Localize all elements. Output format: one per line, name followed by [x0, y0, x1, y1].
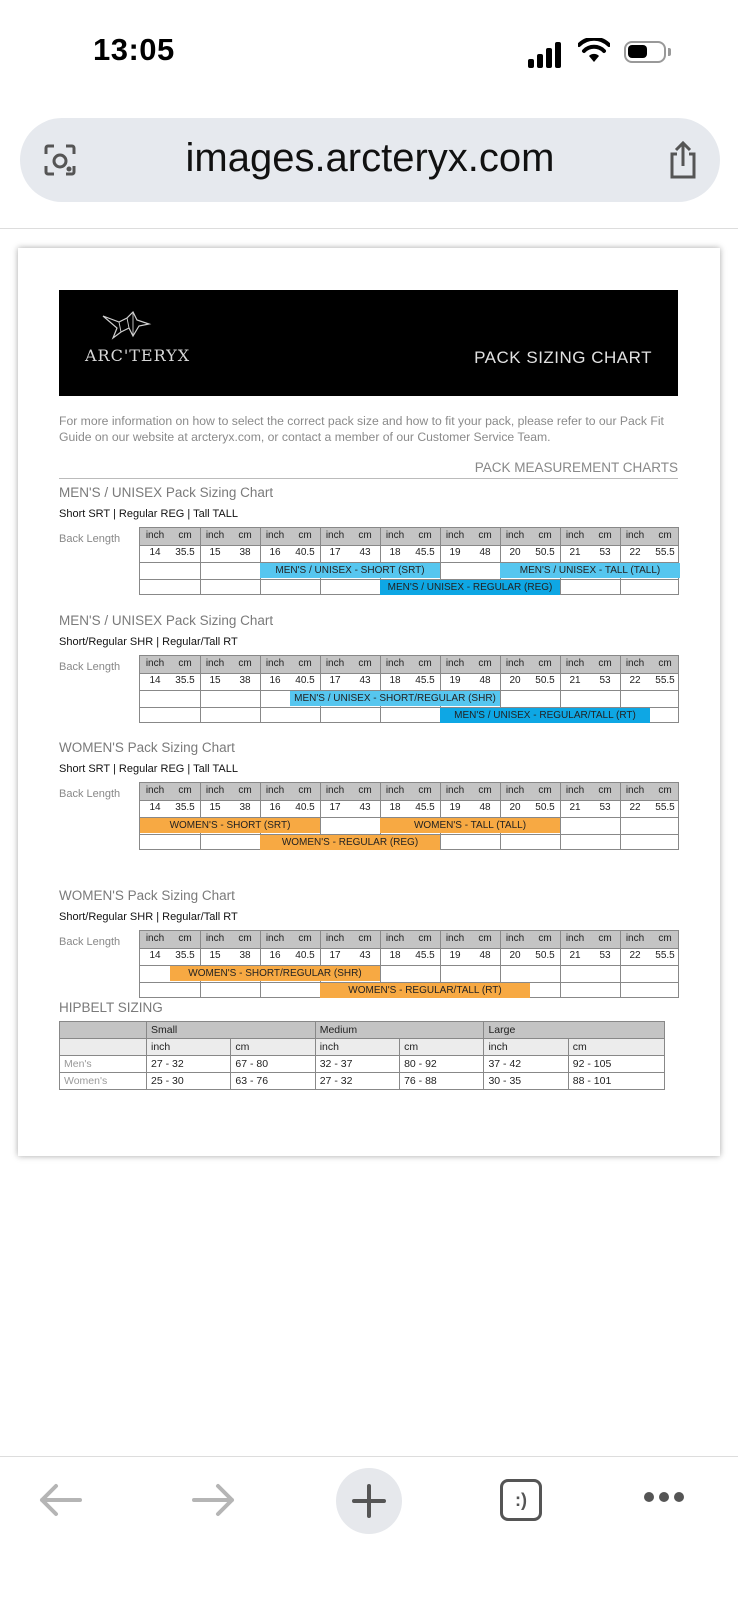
cell-cm-header: cm: [238, 933, 252, 944]
cell-inch-header: inch: [565, 933, 585, 944]
size-range-bar: MEN'S / UNISEX - REGULAR/TALL (RT): [440, 708, 650, 723]
cell-cm-header: cm: [658, 933, 672, 944]
cell-cm-value: 38: [239, 802, 251, 813]
cell-cm-value: 35.5: [175, 675, 195, 686]
cell-cm-header: cm: [658, 658, 672, 669]
cell-inch-value: 19: [449, 675, 461, 686]
row-label: Men's: [60, 1056, 147, 1073]
chart-subtitle: Short/Regular SHR | Regular/Tall RT: [59, 636, 238, 648]
cell-cm-value: 40.5: [295, 950, 315, 961]
table-cell: 76 - 88: [400, 1073, 484, 1090]
cell-cm-value: 48: [479, 802, 491, 813]
cell-cm-header: cm: [358, 530, 372, 541]
status-time: 13:05: [93, 32, 175, 67]
cell-cm-header: cm: [538, 933, 552, 944]
cell-cm-header: cm: [598, 933, 612, 944]
cell-inch-header: inch: [325, 530, 345, 541]
cell-cm-header: cm: [358, 658, 372, 669]
cell-cm-header: cm: [478, 530, 492, 541]
table-cell: [60, 1039, 147, 1056]
address-bar[interactable]: [20, 118, 720, 202]
section-heading: PACK MEASUREMENT CHARTS: [59, 460, 678, 479]
cell-inch-header: inch: [205, 785, 225, 796]
table-cell: 30 - 35: [484, 1073, 568, 1090]
cell-inch-header: inch: [565, 785, 585, 796]
cell-inch-value: 16: [269, 950, 281, 961]
cell-cm-value: 40.5: [295, 675, 315, 686]
cell-inch-value: 20: [509, 675, 521, 686]
cell-inch-value: 18: [389, 950, 401, 961]
table-cell: inch: [315, 1039, 399, 1056]
cell-inch-value: 18: [389, 547, 401, 558]
table-cell: 88 - 101: [568, 1073, 664, 1090]
cell-cm-value: 40.5: [295, 547, 315, 558]
wifi-icon: [578, 38, 610, 64]
chart-subtitle: Short SRT | Regular REG | Tall TALL: [59, 763, 238, 775]
grid-line: [140, 545, 678, 546]
cell-inch-header: inch: [625, 530, 645, 541]
cell-inch-header: inch: [625, 933, 645, 944]
intro-paragraph: For more information on how to select the correct pack size and how to fit your pack, please refer to our Pack Fit Guide on our website at arcteryx.com, or contact a member of our Customer Service Team.: [59, 414, 664, 444]
cell-inch-value: 14: [149, 950, 161, 961]
cell-inch-value: 17: [329, 547, 341, 558]
cell-inch-header: inch: [445, 530, 465, 541]
size-range-bar: WOMEN'S - TALL (TALL): [380, 818, 560, 833]
cell-inch-header: inch: [445, 785, 465, 796]
cell-cm-value: 43: [359, 802, 371, 813]
cell-cm-value: 48: [479, 547, 491, 558]
cell-cm-header: cm: [598, 658, 612, 669]
size-range-bar: MEN'S / UNISEX - REGULAR (REG): [380, 580, 560, 595]
table-cell: cm: [231, 1039, 315, 1056]
back-length-label: Back Length: [59, 533, 121, 545]
cell-inch-header: inch: [325, 658, 345, 669]
cell-inch-header: inch: [505, 530, 525, 541]
cell-inch-header: inch: [385, 658, 405, 669]
toolbar-divider: [0, 1456, 738, 1457]
cell-inch-header: inch: [565, 530, 585, 541]
table-cell: 67 - 80: [231, 1056, 315, 1073]
new-tab-button[interactable]: [336, 1468, 402, 1534]
cell-cm-value: 50.5: [535, 950, 555, 961]
cell-cm-header: cm: [298, 785, 312, 796]
cell-inch-header: inch: [625, 658, 645, 669]
chart-subtitle: Short/Regular SHR | Regular/Tall RT: [59, 911, 238, 923]
share-icon[interactable]: [666, 140, 700, 180]
chart-title: MEN'S / UNISEX Pack Sizing Chart: [59, 485, 274, 500]
cell-inch-value: 19: [449, 802, 461, 813]
cell-cm-value: 55.5: [655, 547, 675, 558]
cell-cm-header: cm: [478, 933, 492, 944]
cell-inch-header: inch: [145, 530, 165, 541]
table-unit-row: [60, 1039, 665, 1056]
cell-inch-value: 20: [509, 802, 521, 813]
cell-inch-header: inch: [265, 530, 285, 541]
cell-inch-header: inch: [265, 933, 285, 944]
cell-cm-header: cm: [238, 785, 252, 796]
table-cell: 37 - 42: [484, 1056, 568, 1073]
cell-cm-value: 43: [359, 675, 371, 686]
table-row: [60, 1073, 665, 1090]
cell-cm-value: 53: [599, 547, 611, 558]
cell-cm-value: 48: [479, 675, 491, 686]
cell-inch-value: 20: [509, 547, 521, 558]
cell-inch-header: inch: [565, 658, 585, 669]
cell-cm-value: 45.5: [415, 802, 435, 813]
hipbelt-title: HIPBELT SIZING: [59, 1000, 163, 1015]
cell-cm-value: 55.5: [655, 675, 675, 686]
cell-cm-header: cm: [358, 933, 372, 944]
cell-inch-value: 22: [629, 950, 641, 961]
cell-cm-value: 35.5: [175, 950, 195, 961]
hipbelt-table: [59, 1021, 665, 1090]
row-label: Women's: [60, 1073, 147, 1090]
cell-cm-value: 50.5: [535, 547, 555, 558]
cell-inch-header: inch: [205, 933, 225, 944]
cell-inch-header: inch: [445, 658, 465, 669]
cell-inch-value: 17: [329, 675, 341, 686]
cell-cm-value: 50.5: [535, 802, 555, 813]
cellular-signal-icon: [528, 42, 562, 68]
cell-cm-value: 38: [239, 547, 251, 558]
back-length-label: Back Length: [59, 788, 121, 800]
cell-inch-header: inch: [205, 530, 225, 541]
cell-inch-value: 16: [269, 675, 281, 686]
cell-cm-value: 45.5: [415, 950, 435, 961]
cell-cm-header: cm: [418, 785, 432, 796]
chart-title: WOMEN'S Pack Sizing Chart: [59, 888, 235, 903]
sizing-grid: [139, 527, 679, 595]
cell-inch-value: 14: [149, 547, 161, 558]
cell-cm-header: cm: [238, 658, 252, 669]
cell-inch-header: inch: [265, 658, 285, 669]
cell-inch-value: 19: [449, 950, 461, 961]
plus-icon: [352, 1484, 386, 1518]
cell-inch-value: 22: [629, 547, 641, 558]
arcteryx-logo-icon: [99, 308, 153, 344]
header-banner: [59, 290, 678, 396]
cell-inch-value: 21: [569, 547, 581, 558]
table-cell: 92 - 105: [568, 1056, 664, 1073]
chart-title: MEN'S / UNISEX Pack Sizing Chart: [59, 613, 274, 628]
cell-cm-header: cm: [598, 785, 612, 796]
sizing-grid: [139, 930, 679, 998]
cell-inch-value: 15: [209, 802, 221, 813]
cell-inch-value: 22: [629, 802, 641, 813]
cell-inch-header: inch: [205, 658, 225, 669]
back-length-label: Back Length: [59, 936, 121, 948]
cell-inch-header: inch: [145, 785, 165, 796]
cell-cm-value: 38: [239, 950, 251, 961]
size-range-bar: WOMEN'S - REGULAR/TALL (RT): [320, 983, 530, 998]
cell-inch-value: 17: [329, 950, 341, 961]
cell-cm-value: 43: [359, 547, 371, 558]
cell-cm-value: 53: [599, 802, 611, 813]
cell-inch-header: inch: [505, 785, 525, 796]
table-cell: 27 - 32: [147, 1056, 231, 1073]
cell-inch-header: inch: [625, 785, 645, 796]
tab-switcher-button[interactable]: :): [500, 1479, 542, 1521]
cell-cm-value: 35.5: [175, 547, 195, 558]
cell-cm-header: cm: [178, 933, 192, 944]
cell-inch-header: inch: [505, 658, 525, 669]
cell-cm-header: cm: [538, 785, 552, 796]
table-cell: inch: [147, 1039, 231, 1056]
cell-cm-header: cm: [298, 933, 312, 944]
logo-wordmark: ARC'TERYX: [85, 346, 191, 365]
cell-inch-value: 16: [269, 547, 281, 558]
sizing-grid: [139, 782, 679, 850]
cell-inch-value: 17: [329, 802, 341, 813]
cell-inch-header: inch: [505, 933, 525, 944]
cell-cm-header: cm: [538, 530, 552, 541]
cell-cm-header: cm: [418, 933, 432, 944]
cell-cm-header: cm: [298, 530, 312, 541]
table-row: [60, 1056, 665, 1073]
cell-cm-header: cm: [478, 785, 492, 796]
table-header-large: Large: [484, 1022, 665, 1039]
grid-line: [140, 800, 678, 801]
cell-cm-value: 53: [599, 675, 611, 686]
cell-cm-header: cm: [358, 785, 372, 796]
cell-inch-value: 15: [209, 675, 221, 686]
more-icon[interactable]: [642, 1490, 686, 1504]
cell-cm-header: cm: [238, 530, 252, 541]
status-bar: [0, 0, 738, 100]
cell-cm-header: cm: [658, 785, 672, 796]
cell-cm-value: 55.5: [655, 950, 675, 961]
cell-inch-header: inch: [385, 933, 405, 944]
cell-cm-value: 45.5: [415, 547, 435, 558]
url-text[interactable]: images.arcteryx.com: [185, 136, 555, 180]
divider: [0, 228, 738, 229]
size-range-bar: MEN'S / UNISEX - SHORT (SRT): [260, 563, 440, 578]
cell-cm-header: cm: [538, 658, 552, 669]
cell-inch-header: inch: [145, 933, 165, 944]
cell-inch-value: 18: [389, 675, 401, 686]
cell-inch-value: 15: [209, 950, 221, 961]
cell-cm-header: cm: [178, 658, 192, 669]
cell-inch-value: 22: [629, 675, 641, 686]
grid-line: [140, 948, 678, 949]
pdf-page: [18, 248, 720, 1156]
cell-cm-header: cm: [658, 530, 672, 541]
table-cell: cm: [400, 1039, 484, 1056]
cell-cm-value: 45.5: [415, 675, 435, 686]
cell-inch-value: 14: [149, 675, 161, 686]
table-header-row: [60, 1022, 665, 1039]
table-cell: cm: [568, 1039, 664, 1056]
size-range-bar: MEN'S / UNISEX - SHORT/REGULAR (SHR): [290, 691, 500, 706]
cell-cm-value: 43: [359, 950, 371, 961]
cell-cm-header: cm: [298, 658, 312, 669]
table-header-small: Small: [147, 1022, 316, 1039]
battery-icon: [624, 41, 666, 63]
cell-inch-header: inch: [325, 785, 345, 796]
chart-subtitle: Short SRT | Regular REG | Tall TALL: [59, 508, 238, 520]
cell-inch-header: inch: [265, 785, 285, 796]
cell-inch-value: 15: [209, 547, 221, 558]
cell-cm-header: cm: [178, 785, 192, 796]
cell-cm-value: 35.5: [175, 802, 195, 813]
back-arrow-icon[interactable]: [36, 1480, 84, 1520]
cell-inch-value: 21: [569, 950, 581, 961]
cell-cm-value: 53: [599, 950, 611, 961]
cell-inch-value: 19: [449, 547, 461, 558]
cell-inch-header: inch: [145, 658, 165, 669]
size-range-bar: WOMEN'S - SHORT/REGULAR (SHR): [170, 966, 380, 981]
cell-inch-header: inch: [325, 933, 345, 944]
table-cell: 63 - 76: [231, 1073, 315, 1090]
cell-cm-header: cm: [418, 530, 432, 541]
grid-line: [140, 673, 678, 674]
table-cell: 32 - 37: [315, 1056, 399, 1073]
bottom-toolbar: [0, 1460, 738, 1540]
cell-inch-value: 14: [149, 802, 161, 813]
cell-cm-value: 50.5: [535, 675, 555, 686]
forward-arrow-icon[interactable]: [190, 1480, 238, 1520]
cell-cm-header: cm: [178, 530, 192, 541]
cell-cm-value: 38: [239, 675, 251, 686]
size-range-bar: MEN'S / UNISEX - TALL (TALL): [500, 563, 680, 578]
cell-inch-value: 16: [269, 802, 281, 813]
cell-cm-value: 40.5: [295, 802, 315, 813]
cell-inch-value: 21: [569, 802, 581, 813]
cell-inch-header: inch: [385, 785, 405, 796]
sizing-grid: [139, 655, 679, 723]
size-range-bar: WOMEN'S - REGULAR (REG): [260, 835, 440, 850]
table-cell: 80 - 92: [400, 1056, 484, 1073]
back-length-label: Back Length: [59, 661, 121, 673]
cell-cm-header: cm: [478, 658, 492, 669]
table-header-medium: Medium: [315, 1022, 484, 1039]
cell-cm-value: 48: [479, 950, 491, 961]
cell-inch-value: 20: [509, 950, 521, 961]
cell-inch-header: inch: [445, 933, 465, 944]
cell-inch-value: 18: [389, 802, 401, 813]
cell-inch-value: 21: [569, 675, 581, 686]
banner-title: PACK SIZING CHART: [474, 348, 652, 367]
chart-title: WOMEN'S Pack Sizing Chart: [59, 740, 235, 755]
cell-cm-header: cm: [418, 658, 432, 669]
table-cell: 25 - 30: [147, 1073, 231, 1090]
cell-cm-header: cm: [598, 530, 612, 541]
cell-inch-header: inch: [385, 530, 405, 541]
cell-cm-value: 55.5: [655, 802, 675, 813]
table-cell: [60, 1022, 147, 1039]
size-range-bar: WOMEN'S - SHORT (SRT): [140, 818, 320, 833]
table-cell: 27 - 32: [315, 1073, 399, 1090]
table-cell: inch: [484, 1039, 568, 1056]
